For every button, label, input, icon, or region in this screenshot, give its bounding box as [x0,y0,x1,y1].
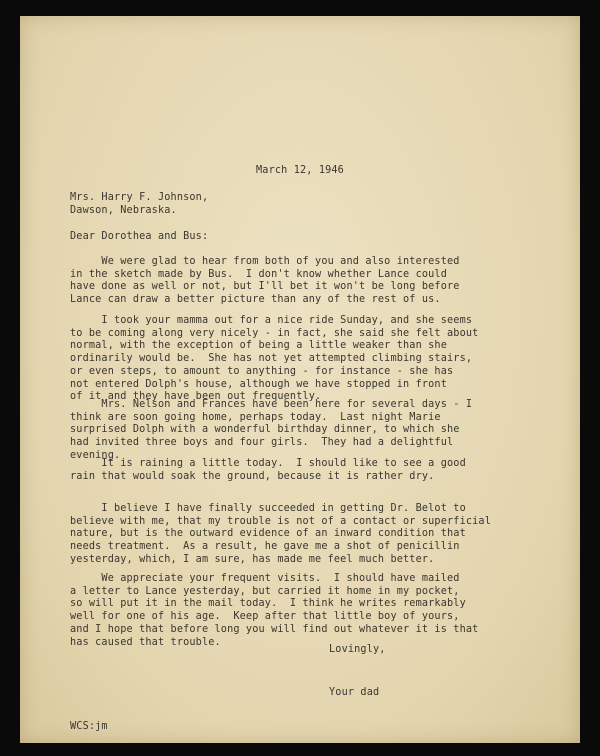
body-paragraph: I took your mamma out for a nice ride Sunday, and she seems to be coming along very nicely - in fact, she said she felt about normal, with the exception of being a little weaker than she ordinarily would be. She has not yet attempted climbing stairs, or even steps, to amount to anything - for instance - she has not entered Dolph's house, although we have stopped in front of it and they have been out frequently. [70,315,479,403]
body-paragraph: I believe I have finally succeeded in getting Dr. Belot to believe with me, that my trouble is not of a contact or superficial nature, but is the outward evidence of an inward condition that needs treatment. As a result, he gave me a shot of penicillin yesterday, which, I am sure, has made me feel much better. [70,503,491,565]
body-paragraph: Mrs. Nelson and Frances have been here for several days - I think are soon going home, perhaps today. Last night Marie surprised Dolph with a wonderful birthday dinner, to which she had invited three boys and four girls. They had a delightful evening. [70,399,473,461]
letter-date: March 12, 1946 [256,165,344,176]
signature: Your dad [329,687,380,698]
body-paragraph: We appreciate your frequent visits. I should have mailed a letter to Lance yesterday, but carried it home in my pocket, so will put it in the mail today. I think he writes remarkably well for one of his age. Keep after that little boy of yours, and I hope that before long you will find out whatever it is that has caused that trouble. [70,573,479,648]
body-paragraph: It is raining a little today. I should like to see a good rain that would soak the ground, because it is rather dry. [70,458,466,482]
body-paragraph: We were glad to hear from both of you and also interested in the sketch made by Bus. I don't know whether Lance could have done as well or not, but I'll bet it won't be long before Lance can draw a better picture than any of the rest of us. [70,256,460,306]
salutation: Dear Dorothea and Bus: [70,231,209,242]
recipient-address: Mrs. Harry F. Johnson, Dawson, Nebraska. [70,192,209,216]
closing: Lovingly, [329,644,386,655]
letter-page [20,16,580,743]
typist-initials: WCS:jm [70,721,108,732]
